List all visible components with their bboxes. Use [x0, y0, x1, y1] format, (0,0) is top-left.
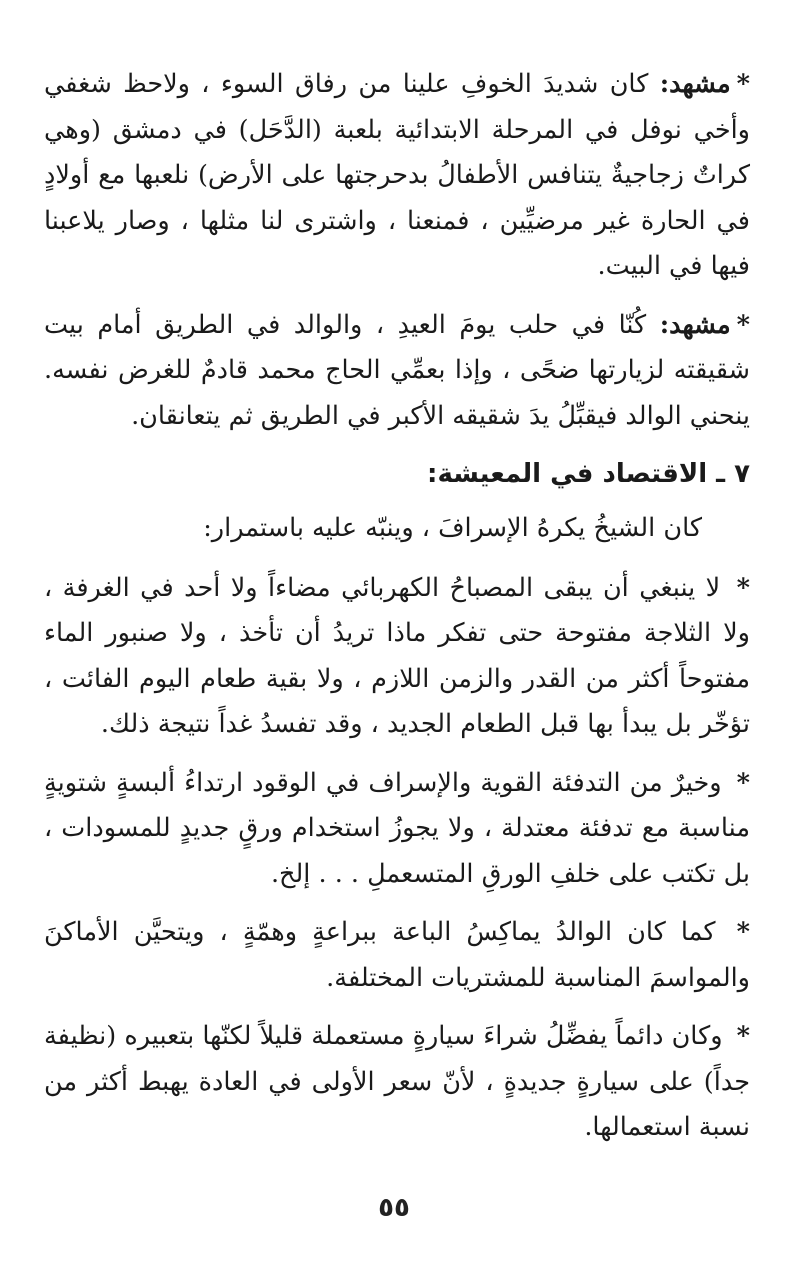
scene-paragraph-2	[44, 303, 750, 440]
paragraph-text: وكان دائماً يفضِّلُ شراءَ سيارةٍ مستعملة قليلاً لكنّها بتعبيره (نظيفة جداً) على سيارةٍ جديدةٍ ، لأنّ سعر الأولى في العادة يهبط أكثر من نسبة استعمالها.	[44, 1021, 750, 1142]
paragraph-text: كُنّا في حلب يومَ العيدِ ، والوالد في الطريق أمام بيت شقيقته لزيارتها ضحًى ، وإذا بعمِّي الحاج محمد قادمٌ للغرض نفسه. ينحني الوالد فيقبِّلُ يدَ شقيقه الأكبر في الطريق ثم يتعانقان.	[44, 309, 750, 431]
page-body	[44, 62, 750, 1164]
scene-label: مشهد:	[659, 309, 731, 340]
paragraph-text: لا ينبغي أن يبقى المصباحُ الكهربائي مضاءاً ولا أحد في الغرفة ، ولا الثلاجة مفتوحة حتى تفكر ماذا تريدُ أن تأخذ ، ولا صنبور الماء مفتوحاً أكثر من القدر والزمن اللازم ، ولا بقية طعام اليوم الفائت ، تؤخّر بل يبدأ بها قبل الطعام الجديد ، وقد تفسدُ غداً نتيجة ذلك.	[44, 572, 750, 739]
scene-label: مشهد:	[659, 69, 731, 99]
list-paragraph-2	[44, 761, 750, 898]
page-number: ٥٥	[378, 1193, 410, 1223]
bullet-star: *	[736, 917, 750, 947]
paragraph-text: وخيرٌ من التدفئة القوية والإسراف في الوقود ارتداءُ ألبسةٍ شتويةٍ مناسبة مع تدفئة معتدلة ، ولا يجوزُ استخدام ورقٍ جديدٍ للمسودات ، بل تكتب على خلفِ الورقِ المتسعملِ . . . إلخ.	[44, 767, 750, 889]
section-intro: كان الشيخُ يكرهُ الإسرافَ ، وينبّه عليه باستمرار:	[203, 513, 702, 543]
list-paragraph-1	[44, 566, 750, 748]
bullet-star: *	[736, 767, 750, 798]
bullet-star: *	[736, 1021, 750, 1051]
bullet-star: *	[736, 69, 750, 99]
paragraph-text: كما كان الوالدُ يماكِسُ الباعة ببراعةٍ وهمّةٍ ، ويتحيَّن الأماكنَ والمواسمَ المناسبة للمشتريات المختلفة.	[44, 917, 750, 993]
list-paragraph-3	[44, 910, 750, 1001]
section-heading: ٧ ـ الاقتصاد في المعيشة:	[427, 459, 750, 489]
list-paragraph-4	[44, 1014, 750, 1151]
paragraph-text: كان شديدَ الخوفِ علينا من رفاق السوء ، ولاحظ شغفي وأخي نوفل في المرحلة الابتدائية بلعبة (الدَّحَل) في دمشق (وهي كراتٌ زجاجيةٌ يتنافس الأطفالُ بدحرجتها على الأرض) نلعبها مع أولادٍ في الحارة غير مرضيِّين ، فمنعنا ، واشترى لنا مثلها ، وصار يلاعبنا فيها في البيت.	[44, 69, 750, 281]
bullet-star: *	[736, 309, 750, 340]
scene-paragraph-1	[44, 62, 750, 290]
bullet-star: *	[736, 572, 750, 603]
